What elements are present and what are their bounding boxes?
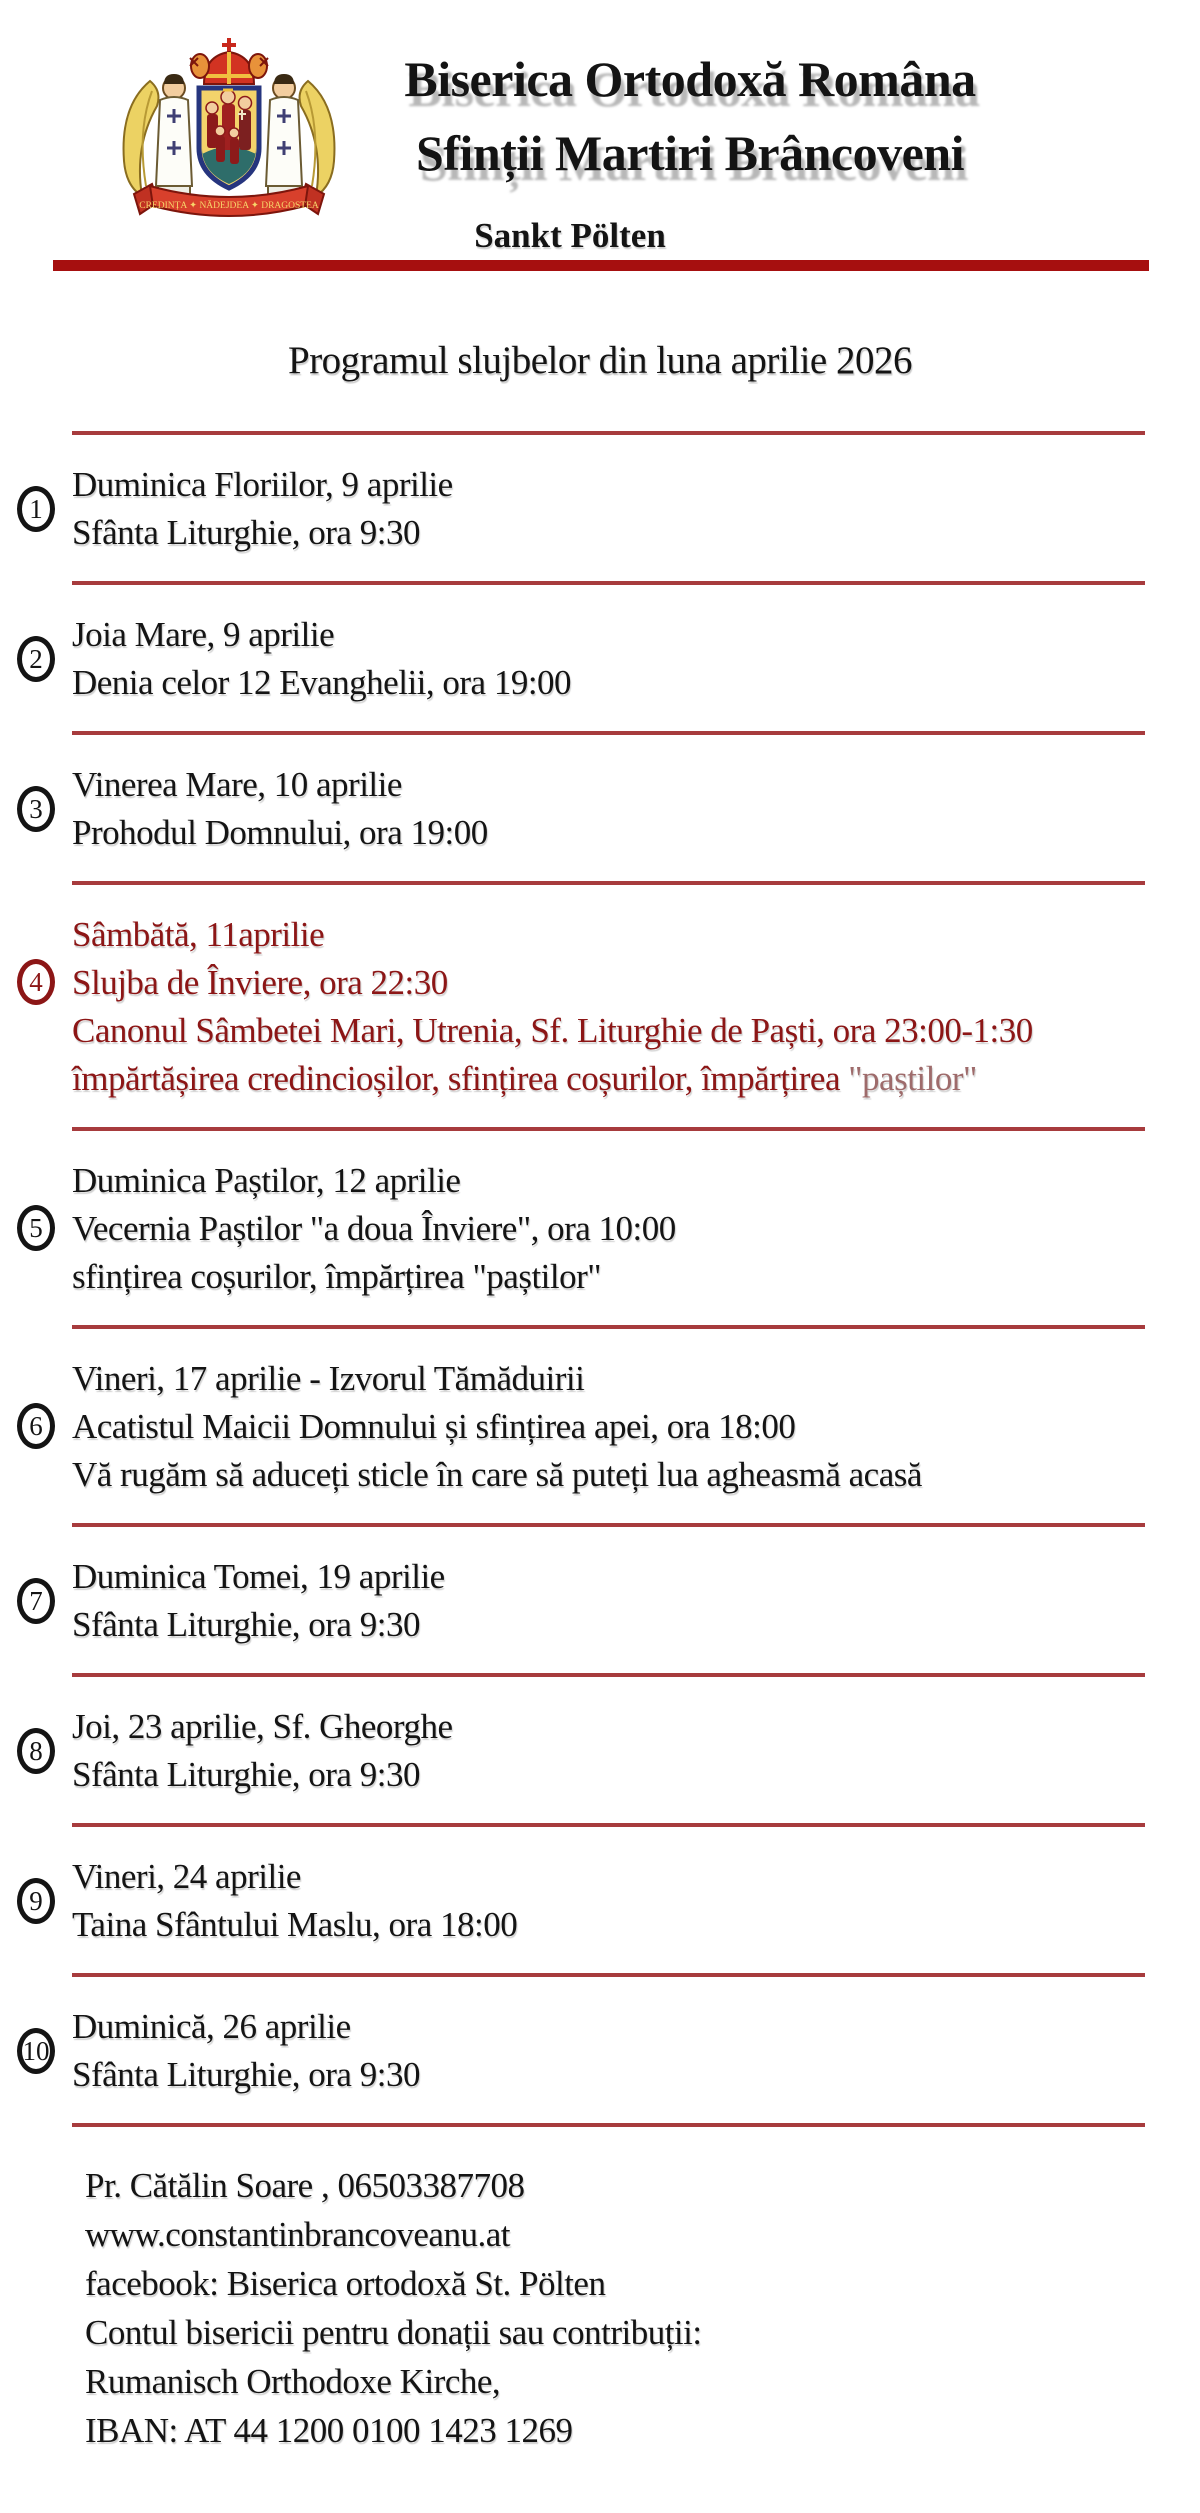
item-number-column — [0, 911, 72, 1103]
item-text — [72, 1853, 1200, 1949]
header-rule — [53, 260, 1149, 271]
event-line: Sâmbătă, 11aprilie — [72, 915, 325, 954]
schedule-item — [0, 435, 1200, 581]
item-text — [72, 1157, 1200, 1301]
item-text — [72, 1355, 1200, 1499]
schedule-item — [0, 585, 1200, 731]
event-line: Duminica Paștilor, 12 aprilie — [72, 1161, 461, 1200]
event-line: Acatistul Maicii Domnului și sfințirea apei, ora 18:00 — [72, 1407, 796, 1446]
item-text — [72, 911, 1200, 1103]
item-text — [72, 1703, 1200, 1799]
footer-iban: IBAN: AT 44 1200 0100 1423 1269 — [85, 2411, 573, 2450]
event-line: Taina Sfântului Maslu, ora 18:00 — [72, 1905, 518, 1944]
city-name: Sankt Pölten — [474, 216, 666, 255]
item-text — [72, 1553, 1200, 1649]
event-line-segment: "paștilor" — [848, 1059, 977, 1098]
footer-church-name: Rumanisch Orthodoxe Kirche, — [85, 2362, 501, 2401]
church-title — [350, 42, 1030, 190]
item-number-column — [0, 1703, 72, 1799]
church-coat-of-arms-icon — [112, 36, 346, 228]
item-number-column — [0, 1853, 72, 1949]
event-line: Sfânta Liturghie, ora 9:30 — [72, 2055, 420, 2094]
item-number-column — [0, 611, 72, 707]
event-line: Prohodul Domnului, ora 19:00 — [72, 813, 488, 852]
schedule-item — [0, 1329, 1200, 1523]
footer-donations-label: Contul bisericii pentru donații sau contribuții: — [85, 2313, 702, 2352]
church-title-line2: Sfinții Martiri Brâncoveni — [415, 125, 965, 181]
event-line-segment: împărtășirea credincioșilor, sfințirea coșurilor, împărțirea — [72, 1059, 849, 1098]
item-number-badge: 2 — [17, 636, 55, 682]
header — [0, 0, 1200, 272]
event-line: Denia celor 12 Evanghelii, ora 19:00 — [72, 663, 572, 702]
event-line: sfințirea coșurilor, împărțirea "paștilor" — [72, 1257, 602, 1296]
schedule-item — [0, 1977, 1200, 2123]
event-line: Joia Mare, 9 aprilie — [72, 615, 335, 654]
event-line: Sfânta Liturghie, ora 9:30 — [72, 1755, 420, 1794]
item-number-column — [0, 761, 72, 857]
event-line: Canonul Sâmbetei Mari, Utrenia, Sf. Liturghie de Paști, ora 23:00-1:30 — [72, 1011, 1033, 1050]
event-line: Vă rugăm să aduceți sticle în care să puteți lua agheasmă acasă — [72, 1455, 922, 1494]
item-number-badge: 4 — [17, 959, 55, 1005]
item-text — [72, 611, 1200, 707]
item-number-badge: 7 — [17, 1578, 55, 1624]
item-number-badge: 6 — [17, 1403, 55, 1449]
church-title-line1: Biserica Ortodoxă Româna — [404, 51, 976, 107]
item-number-badge: 9 — [17, 1878, 55, 1924]
schedule-item — [0, 1677, 1200, 1823]
schedule-item — [0, 1827, 1200, 1973]
crown-icon — [190, 38, 268, 84]
schedule-item — [0, 885, 1200, 1127]
shield-icon — [199, 88, 259, 188]
schedule-item — [0, 1131, 1200, 1325]
event-line: Sfânta Liturghie, ora 9:30 — [72, 513, 420, 552]
event-line: Duminica Floriilor, 9 aprilie — [72, 465, 453, 504]
footer — [85, 2161, 1200, 2455]
left-angel-icon — [156, 74, 192, 200]
event-line: Vineri, 24 aprilie — [72, 1857, 301, 1896]
event-line: Duminică, 26 aprilie — [72, 2007, 351, 2046]
page-title: Programul slujbelor din luna aprilie 2026 — [288, 339, 912, 382]
event-line: Joi, 23 aprilie, Sf. Gheorghe — [72, 1707, 453, 1746]
item-number-column — [0, 1553, 72, 1649]
item-text — [72, 461, 1200, 557]
event-line: Duminica Tomei, 19 aprilie — [72, 1557, 445, 1596]
item-number-column — [0, 461, 72, 557]
item-number-badge: 10 — [17, 2028, 55, 2074]
footer-priest-contact: Pr. Cătălin Soare , 06503387708 — [85, 2166, 525, 2205]
item-number-badge: 8 — [17, 1728, 55, 1774]
item-number-badge: 5 — [17, 1205, 55, 1251]
item-separator — [72, 2123, 1145, 2127]
event-line: Slujba de Înviere, ora 22:30 — [72, 963, 448, 1002]
footer-facebook: facebook: Biserica ortodoxă St. Pölten — [85, 2264, 606, 2303]
event-line: Vineri, 17 aprilie - Izvorul Tămăduirii — [72, 1359, 585, 1398]
item-number-badge: 3 — [17, 786, 55, 832]
schedule-list — [0, 431, 1200, 2127]
schedule-item — [0, 1527, 1200, 1673]
item-number-column — [0, 1157, 72, 1301]
item-text — [72, 2003, 1200, 2099]
footer-website: www.constantinbrancoveanu.at — [85, 2215, 510, 2254]
event-line: Sfânta Liturghie, ora 9:30 — [72, 1605, 420, 1644]
item-number-column — [0, 1355, 72, 1499]
event-line: Vinerea Mare, 10 aprilie — [72, 765, 402, 804]
schedule-item — [0, 735, 1200, 881]
item-text — [72, 761, 1200, 857]
motto-text: CREDINȚA ✦ NĂDEJDEA ✦ DRAGOSTEA — [139, 201, 319, 211]
item-number-column — [0, 2003, 72, 2099]
right-angel-icon — [266, 74, 302, 200]
event-line — [72, 1055, 1200, 1103]
item-number-badge: 1 — [17, 486, 55, 532]
event-line: Vecernia Paștilor "a doua Înviere", ora 10:00 — [72, 1209, 676, 1248]
